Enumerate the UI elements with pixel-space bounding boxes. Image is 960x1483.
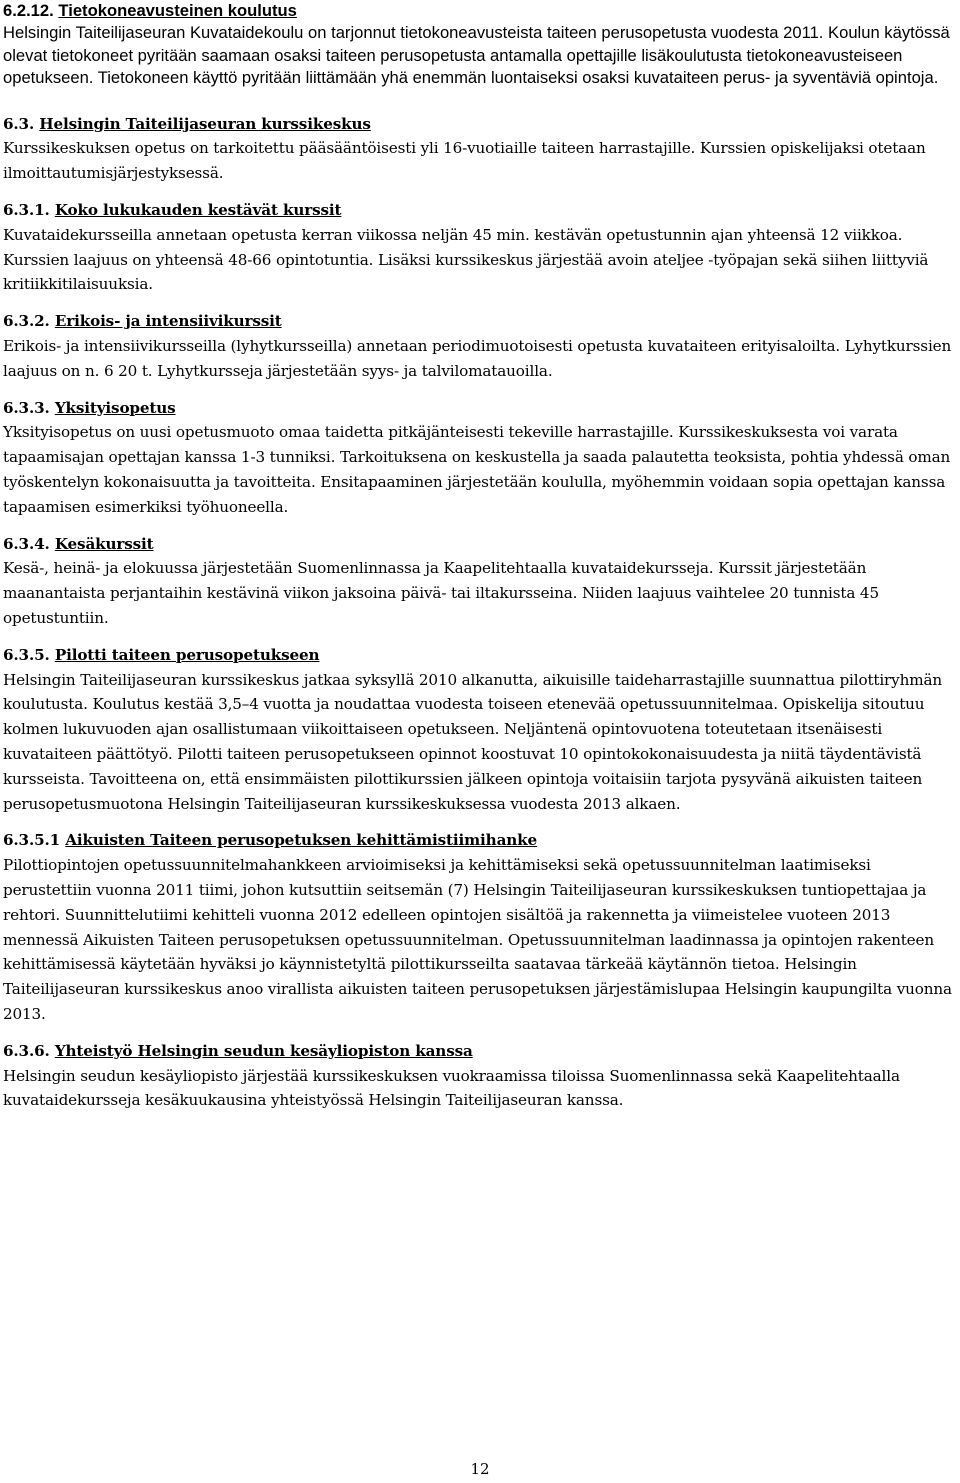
section-body: Kuvataidekursseilla annetaan opetusta kerran viikossa neljän 45 min. kestävän opetustunnin ajan yhteensä 12 viikkoa. Kurssien laajuus on yhteensä 48-66 opintotuntia. Lisäksi kurssikeskus järjestää avoin ateljee -työpajan sekä siihen liittyviä kritiikkitilaisuuksia. [3,225,929,294]
section-heading: 6.3.6. Yhteistyö Helsingin seudun kesäyliopiston kanssa [3,1041,473,1060]
section-6-3-4 [3,532,958,631]
document-page [3,0,958,1113]
section-6-3-3 [3,396,958,520]
section-heading: 6.3. Helsingin Taiteilijaseuran kurssikeskus [3,114,371,133]
section-6-3-5 [3,643,958,817]
page-number: 12 [470,1460,490,1478]
section-body: Kurssikeskuksen opetus on tarkoitettu pääsääntöisesti yli 16-vuotiaille taiteen harrastajille. Kurssien opiskelijaksi otetaan ilmoittautumisjärjestyksessä. [3,139,926,183]
section-body: Yksityisopetus on uusi opetusmuoto omaa taidetta pitkäjänteisesti tekeville harrastajille. Kurssikeskuksesta voi varata tapaamisajan opettajan kanssa 1-3 tunniksi. Tarkoituksena on keskustella ja saada palautetta teoksista, pohtia yhdessä oman työskentelyn kokonaisuutta ja tavoitteita. Ensitapaaminen järjestetään koululla, myöhemmin voidaan sopia opettajan kanssa tapaamisen esimerkiksi työhuoneella. [3,423,951,516]
section-6-3-2 [3,309,958,383]
section-heading: 6.2.12. Tietokoneavusteinen koulutus [3,1,297,20]
section-heading: 6.3.4. Kesäkurssit [3,534,154,553]
section-6-2-12 [3,0,958,90]
section-heading: 6.3.2. Erikois- ja intensiivikurssit [3,312,282,331]
section-heading: 6.3.5.1 Aikuisten Taiteen perusopetuksen kehittämistiimihanke [3,831,538,850]
section-heading: 6.3.5. Pilotti taiteen perusopetukseen [3,645,320,664]
section-body: Helsingin Taiteilijaseuran Kuvataidekoulu on tarjonnut tietokoneavusteista taiteen perusopetusta vuodesta 2011. Koulun käytössä olevat tietokoneet pyritään saamaan osaksi taiteen perusopetusta antamalla opettajille lisäkoulutusta tietokoneavusteiseen opetukseen. Tietokoneen käyttö pyritään liittämään yhä enemmän luontaiseksi osaksi kuvataiteen perus- ja syventäviä opintoja. [3,23,950,88]
section-6-3-5-1 [3,828,958,1026]
section-6-3-1 [3,198,958,297]
section-6-3-6 [3,1039,958,1113]
section-body: Kesä-, heinä- ja elokuussa järjestetään Suomenlinnassa ja Kaapelitehtaalla kuvataidekursseja. Kurssit järjestetään maanantaista perjantaihin kestävinä viikon jaksoina päivä- tai iltakursseina. Niiden laajuus vaihtelee 20 tunnista 45 opetustuntiin. [3,559,879,627]
section-heading: 6.3.1. Koko lukukauden kestävät kurssit [3,201,342,220]
section-body: Helsingin Taiteilijaseuran kurssikeskus jatkaa syksyllä 2010 alkanutta, aikuisille taideharrastajille suunnattua pilottiryhmän koulutusta. Koulutus kestää 3,5–4 vuotta ja noudattaa vuodesta toiseen etenevää opetussuunnitelmaa. Opiskelija sitoutuu kolmen lukuvuoden ajan osallistumaan viikoittaiseen opetukseen. Neljäntenä opintovuotena toteutetaan itsenäisesti kuvataiteen päättötyö. Pilotti taiteen perusopetukseen opinnot koostuvat 10 opintokokonaisuudesta ja niitä täydentävistä kursseista. Tavoitteena on, että ensimmäisten pilottikurssien jälkeen opintoja voitaisiin tarjota pysyvänä aikuisten taiteen perusopetusmuotona Helsingin Taiteilijaseuran kurssikeskuksessa vuodesta 2013 alkaen. [3,670,943,813]
section-body: Erikois- ja intensiivikursseilla (lyhytkursseilla) annetaan periodimuotoisesti opetusta kuvataiteen erityisaloilta. Lyhytkurssien laajuus on n. 6 20 t. Lyhytkursseja järjestetään syys- ja talvilomatauoilla. [3,337,952,380]
section-heading: 6.3.3. Yksityisopetus [3,398,176,417]
section-body: Helsingin seudun kesäyliopisto järjestää kurssikeskuksen vuokraamissa tiloissa Suomenlinnassa sekä Kaapelitehtaalla kuvataidekursseja kesäkuukausina yhteistyössä Helsingin Taiteilijaseuran kanssa. [3,1066,900,1110]
section-6-3 [3,112,958,186]
section-body: Pilottiopintojen opetussuunnitelmahankkeen arvioimiseksi ja kehittämiseksi sekä opetussuunnitelman laatimiseksi perustettiin vuonna 2011 tiimi, johon kutsuttiin seitsemän (7) Helsingin Taiteilijaseuran kurssikeskuksen tuntiopettajaa ja rehtori. Suunnittelutiimi kehitteli vuonna 2012 edelleen opintojen sisältöä ja rakennetta ja viimeistelee vuoteen 2013 mennessä Aikuisten Taiteen perusopetuksen opetussuunnitelman. Opetussuunnitelman laadinnassa ja opintojen rakenteen kehittämisessä käytetään hyväksi jo käynnistetyltä pilottikursseilta saatavaa tärkeää käytännön tietoa. Helsingin Taiteilijaseuran kurssikeskus anoo virallista aikuisten taiteen perusopetuksen järjestämislupaa Helsingin kaupungilta vuonna 2013. [3,856,952,1023]
